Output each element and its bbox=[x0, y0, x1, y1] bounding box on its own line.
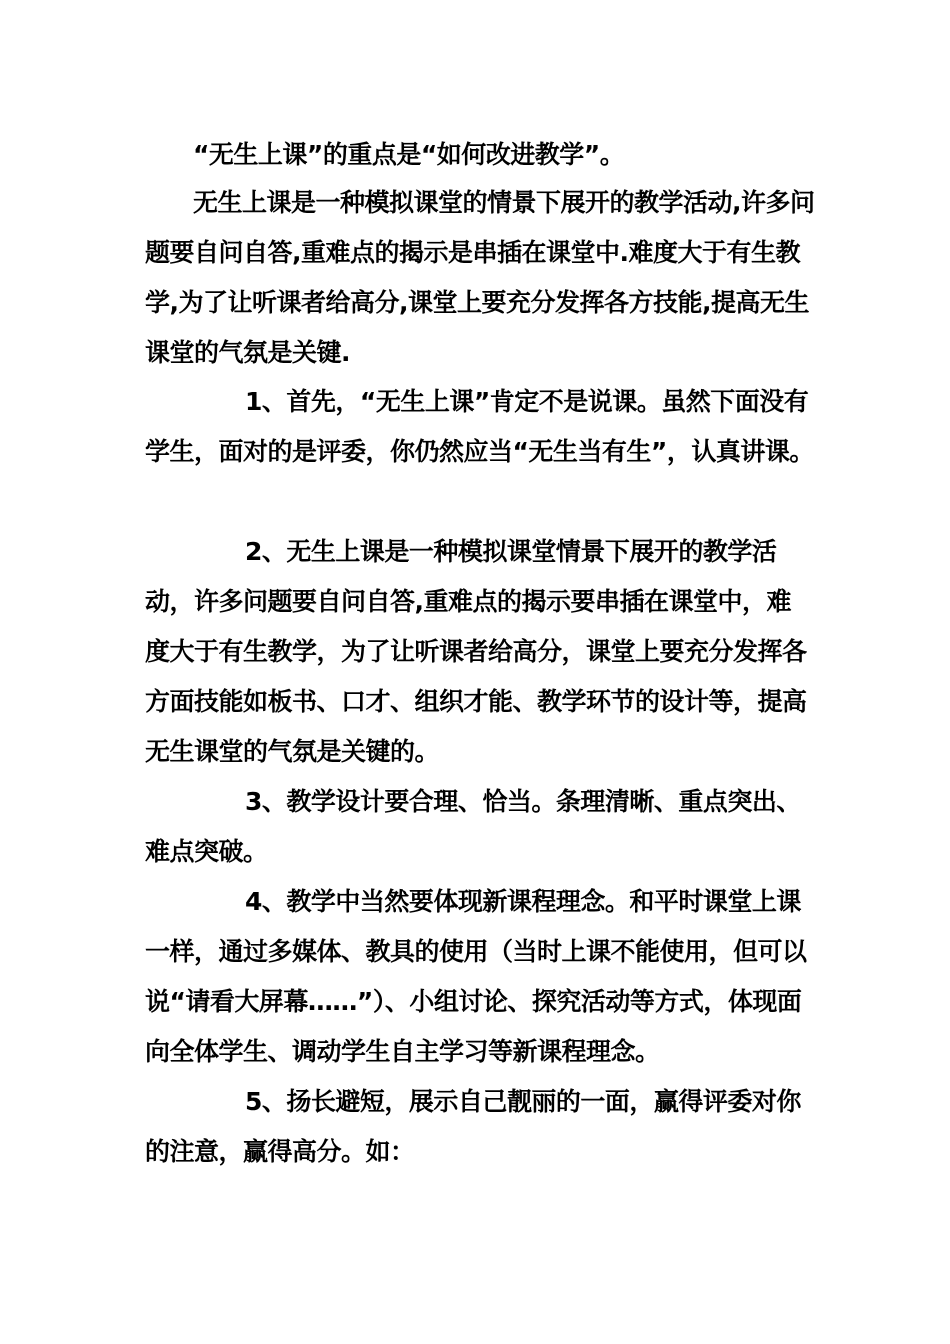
list-item-1: 1、首先，“无生上课”肯定不是说课。虽然下面没有学生，面对的是评委，你仍然应当“无生当有生”，认真讲课。 bbox=[145, 387, 814, 466]
heading-paragraph: “无生上课”的重点是“如何改进教学”。 bbox=[193, 140, 625, 169]
intro-paragraph: 无生上课是一种模拟课堂的情景下展开的教学活动,许多问题要自问自答,重难点的揭示是串插在课堂中.难度大于有生教学,为了让听课者给高分,课堂上要充分发挥各方技能,提高无生课堂的气氛是关键. bbox=[145, 188, 815, 367]
list-item-3: 3、教学设计要合理、恰当。条理清晰、重点突出、难点突破。 bbox=[145, 787, 801, 866]
list-item-2: 2、无生上课是一种模拟课堂情景下展开的教学活动，许多问题要自问自答,重难点的揭示要串插在课堂中，难度大于有生教学，为了让听课者给高分，课堂上要充分发挥各方面技能如板书、口才、组织才能、教学环节的设计等，提高无生课堂的气氛是关键的。 bbox=[145, 537, 807, 766]
list-item-5: 5、扬长避短，展示自己靓丽的一面，赢得评委对你的注意，赢得高分。如： bbox=[145, 1087, 801, 1166]
list-item-4: 4、教学中当然要体现新课程理念。和平时课堂上课一样，通过多媒体、教具的使用（当时上课不能使用，但可以说“请看大屏幕……”）、小组讨论、探究活动等方式，体现面向全体学生、调动学生自主学习等新课程理念。 bbox=[145, 887, 807, 1066]
